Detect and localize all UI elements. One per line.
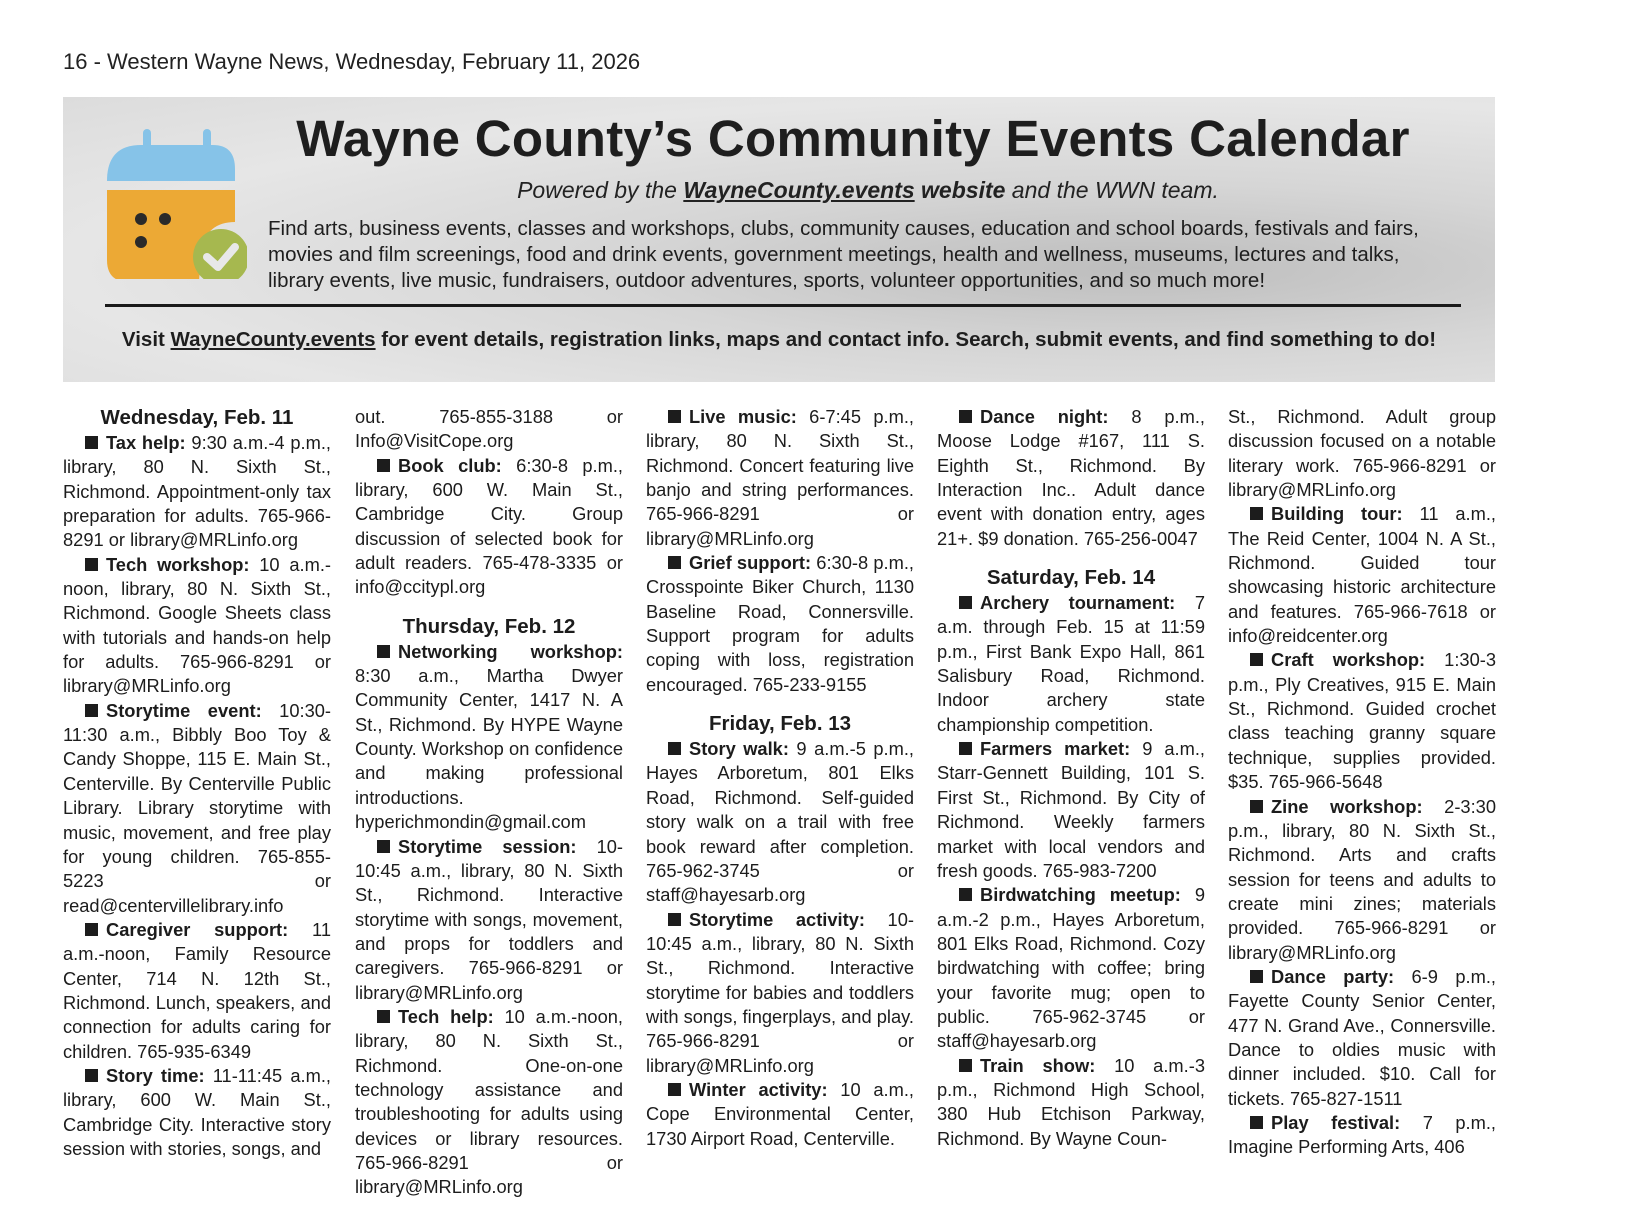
event-title: Book club:	[398, 454, 502, 476]
event-listing	[937, 737, 1205, 883]
event-listing	[63, 918, 331, 1064]
event-title: Farmers market:	[980, 738, 1131, 760]
square-bullet-icon	[959, 888, 972, 901]
square-bullet-icon	[959, 410, 972, 423]
square-bullet-icon	[1250, 507, 1263, 520]
event-details: 6:30-8 p.m., library, 600 W. Main St., Cambridge City. Group discussion of selected book for adult readers. 765-478-3335 or info@ccitypl.org	[355, 454, 623, 598]
event-listing	[1228, 965, 1496, 1111]
event-details: 9 a.m.-2 p.m., Hayes Arboretum, 801 Elks Road, Richmond. Cozy birdwatching with coffee; bring your favorite mug; open to public. 765-962-3745 or staff@hayesarb.org	[937, 884, 1205, 1052]
event-listing	[646, 551, 914, 697]
event-details: 10 a.m.-3 p.m., Richmond High School, 380 Hub Etchison Parkway, Richmond. By Wayne Coun-	[937, 1054, 1205, 1149]
square-bullet-icon	[959, 596, 972, 609]
event-details: 10-10:45 a.m., library, 80 N. Sixth St., Richmond. Interactive storytime with songs, movement, and props for toddlers and caregivers. 765-966-8291 or library@MRLinfo.org	[355, 835, 623, 1003]
event-title: Train show:	[980, 1054, 1096, 1076]
square-bullet-icon	[1250, 1116, 1263, 1129]
event-details: 6:30-8 p.m., Crosspointe Biker Church, 1130 Baseline Road, Connersville. Support program for adults coping with loss, registration encouraged. 765-233-9155	[646, 552, 914, 695]
event-details: 2-3:30 p.m., library, 80 N. Sixth St., Richmond. Arts and crafts session for teens and adults to create mini zines; materials provided. 765-966-8291 or library@MRLinfo.org	[1228, 795, 1496, 963]
event-listing	[937, 1054, 1205, 1151]
event-title: Networking workshop:	[398, 640, 623, 662]
spacer	[646, 697, 914, 711]
page-folio: 16 - Western Wayne News, Wednesday, February 11, 2026	[63, 49, 641, 74]
event-continuation	[1228, 405, 1496, 502]
event-title: Story time:	[106, 1064, 205, 1086]
event-title: Tax help:	[106, 432, 186, 453]
event-title: Dance party:	[1271, 965, 1395, 987]
event-listing	[937, 883, 1205, 1053]
square-bullet-icon	[1250, 970, 1263, 983]
event-listing	[355, 640, 623, 835]
event-title: Craft workshop:	[1271, 649, 1426, 671]
visit-text: Visit	[121, 328, 171, 351]
event-details: 9 a.m., Starr-Gennett Building, 101 S. First St., Richmond. By City of Richmond. Weekly farmers market with local vendors and fresh goods. 765-983-7200	[937, 738, 1205, 881]
event-listing	[646, 908, 914, 1078]
event-title: Live music:	[689, 406, 797, 427]
event-listing	[63, 1064, 331, 1161]
event-title: Storytime session:	[398, 835, 577, 857]
spacer	[355, 600, 623, 614]
event-listing	[1228, 795, 1496, 965]
event-title: Storytime activity:	[689, 908, 865, 930]
event-details: 6-9 p.m., Fayette County Senior Center, 477 N. Grand Ave., Connersville. Dance to oldies music with dinner included. $10. Call for tickets. 765-827-1511	[1228, 965, 1496, 1109]
event-details: 6-7:45 p.m., library, 80 N. Sixth St., Richmond. Concert featuring live banjo and string performances. 765-966-8291 or library@MRLinfo.org	[646, 406, 914, 549]
square-bullet-icon	[959, 742, 972, 755]
banner-description: Find arts, business events, classes and workshops, clubs, community causes, education and school boards, festivals and fairs, movies and film screenings, food and drink events, government meetings, health and wellness, museums, lectures and talks, library events, live music, fundraisers, outdoor adventures, sports, volunteer opportunities, and so much more!	[268, 217, 1419, 292]
event-title: Caregiver support:	[106, 918, 289, 940]
square-bullet-icon	[959, 1059, 972, 1072]
calendar-banner	[63, 97, 1495, 382]
event-listing	[937, 591, 1205, 737]
square-bullet-icon	[668, 742, 681, 755]
event-title: Story walk:	[689, 738, 789, 760]
event-listing	[1228, 502, 1496, 648]
square-bullet-icon	[85, 436, 98, 449]
square-bullet-icon	[1250, 800, 1263, 813]
divider	[105, 304, 1461, 307]
event-details: 8:30 a.m., Martha Dwyer Community Center, 1417 N. A St., Richmond. By HYPE Wayne County. Workshop on confidence and making professional introductions. hyperichmondin@gmail.com	[355, 665, 623, 833]
square-bullet-icon	[377, 459, 390, 472]
event-listing	[937, 405, 1205, 551]
event-details: 10 a.m.-noon, library, 80 N. Sixth St., Richmond. Google Sheets class with tutorials and hands-on help for adults. 765-966-8291 or library@MRLinfo.org	[63, 553, 331, 697]
event-listing	[646, 405, 914, 551]
event-title: Tech help:	[398, 1005, 494, 1027]
website-link[interactable]: WayneCounty.events	[683, 177, 915, 203]
events-column	[646, 405, 914, 1151]
event-title: Grief support:	[689, 552, 812, 574]
square-bullet-icon	[1250, 653, 1263, 666]
event-listing	[1228, 648, 1496, 794]
event-details: 1:30-3 p.m., Ply Creatives, 915 E. Main St., Richmond. Guided crochet class teaching granny square technique, supplies provided. $35. 765-966-5648	[1228, 649, 1496, 793]
event-listing	[646, 1078, 914, 1151]
square-bullet-icon	[668, 410, 681, 423]
square-bullet-icon	[668, 556, 681, 569]
square-bullet-icon	[85, 558, 98, 571]
event-details: 11-11:45 a.m., library, 600 W. Main St., Cambridge City. Interactive story session with stories, songs, and	[63, 1064, 331, 1159]
event-listing	[63, 553, 331, 699]
event-listing	[355, 835, 623, 1005]
event-title: Winter activity:	[689, 1078, 828, 1100]
subtitle-bold: website	[914, 177, 1006, 203]
square-bullet-icon	[377, 840, 390, 853]
event-details: 10 a.m.-noon, library, 80 N. Sixth St., Richmond. One-on-one technology assistance and troubleshooting for adults using devices or library resources. 765-966-8291 or library@MRLinfo.org	[355, 1005, 623, 1198]
day-heading: Wednesday, Feb. 11	[100, 406, 294, 429]
calendar-check-icon	[107, 129, 247, 279]
event-details: 9:30 a.m.-4 p.m., library, 80 N. Sixth St., Richmond. Appointment-only tax preparation for adults. 765-966-8291 or library@MRLinfo.org	[63, 432, 331, 551]
event-listing	[646, 737, 914, 907]
banner-title: Wayne County’s Community Events Calendar	[296, 110, 1410, 167]
event-listing	[355, 1005, 623, 1200]
event-listing	[63, 699, 331, 918]
square-bullet-icon	[377, 645, 390, 658]
events-column	[937, 405, 1205, 1151]
event-title: Birdwatching meetup:	[980, 884, 1181, 906]
visit-link[interactable]: WayneCounty.events	[170, 328, 376, 351]
event-details: 9 a.m.-5 p.m., Hayes Arboretum, 801 Elks Road, Richmond. Self-guided story walk on a trail with free book reward after completion. 765-962-3745 or staff@hayesarb.org	[646, 738, 914, 906]
day-heading: Saturday, Feb. 14	[986, 566, 1156, 590]
event-details: 7 p.m., Imagine Performing Arts, 406	[1228, 1111, 1496, 1158]
event-details: St., Richmond. Adult group discussion focused on a notable literary work. 765-966-8291 or library@MRLinfo.org	[1228, 406, 1496, 501]
event-details: 10 a.m., Cope Environmental Center, 1730 Airport Road, Centerville.	[646, 1078, 914, 1149]
event-title: Archery tournament:	[980, 592, 1176, 614]
subtitle-text: Powered by the	[517, 177, 684, 203]
event-listing	[355, 454, 623, 600]
events-column	[63, 405, 331, 1161]
subtitle-text-end: and the WWN team.	[1005, 177, 1219, 203]
day-heading: Thursday, Feb. 12	[402, 614, 576, 638]
event-continuation	[355, 405, 623, 454]
event-listing	[63, 431, 331, 553]
square-bullet-icon	[668, 1083, 681, 1096]
event-details: 10:30-11:30 a.m., Bibbly Boo Toy & Candy Shoppe, 115 E. Main St., Centerville. By Centerville Public Library. Library storytime with music, movement, and free play for young children. 765-855-5223 or read@centervillelibrary.info	[63, 699, 331, 916]
event-listing	[1228, 1111, 1496, 1160]
square-bullet-icon	[377, 1010, 390, 1023]
day-heading: Friday, Feb. 13	[708, 712, 852, 736]
event-title: Storytime event:	[106, 699, 262, 721]
visit-line	[63, 328, 1495, 352]
event-title: Building tour:	[1271, 503, 1403, 525]
event-title: Dance night:	[980, 406, 1109, 427]
events-column	[1228, 405, 1496, 1160]
spacer	[937, 551, 1205, 565]
event-details: 11 a.m., The Reid Center, 1004 N. A St., Richmond. Guided tour showcasing historic architecture and features. 765-966-7618 or info@reidcenter.org	[1228, 503, 1496, 647]
event-title: Tech workshop:	[106, 553, 250, 575]
event-details: 11 a.m.-noon, Family Resource Center, 714 N. 12th St., Richmond. Lunch, speakers, and connection for adults caring for children. 765-935-6349	[63, 918, 331, 1062]
visit-text-end: for event details, registration links, maps and contact info. Search, submit events, and find something to do!	[375, 328, 1437, 351]
event-details: 7 a.m. through Feb. 15 at 11:59 p.m., First Bank Expo Hall, 861 Salisbury Road, Richmond. Indoor archery state championship competition.	[937, 592, 1205, 735]
square-bullet-icon	[668, 913, 681, 926]
event-title: Zine workshop:	[1271, 795, 1423, 817]
square-bullet-icon	[85, 923, 98, 936]
events-column	[355, 405, 623, 1200]
event-details: out. 765-855-3188 or Info@VisitCope.org	[355, 406, 623, 452]
event-details: 8 p.m., Moose Lodge #167, 111 S. Eighth St., Richmond. By Interaction Inc.. Adult dance event with donation entry, ages 21+. $9 donation. 765-256-0047	[937, 406, 1205, 549]
square-bullet-icon	[85, 704, 98, 717]
event-title: Play festival:	[1271, 1111, 1401, 1133]
banner-subtitle	[253, 177, 1483, 204]
event-details: 10-10:45 a.m., library, 80 N. Sixth St., Richmond. Interactive storytime for babies and toddlers with songs, fingerplays, and play. 765-966-8291 or library@MRLinfo.org	[646, 908, 914, 1076]
square-bullet-icon	[85, 1069, 98, 1082]
